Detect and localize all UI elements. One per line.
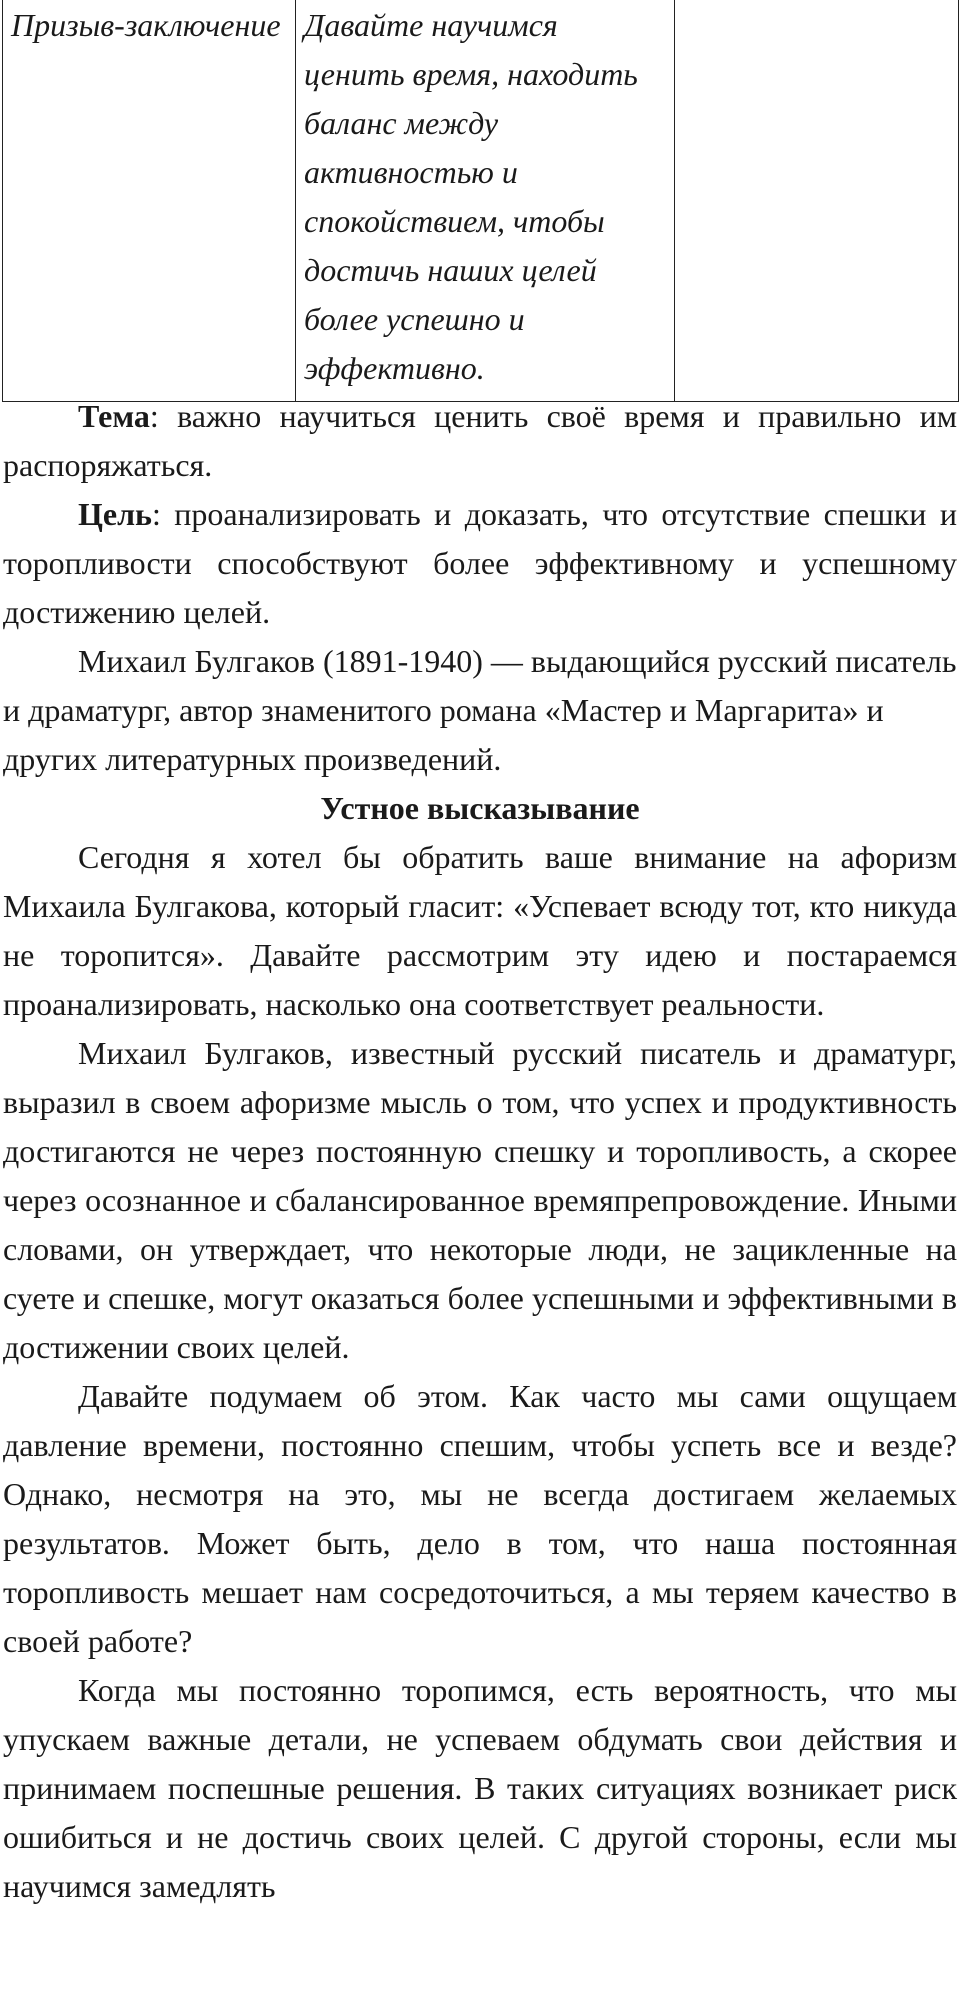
- theme-text: : важно научиться ценить своё время и правильно им распоряжаться.: [3, 398, 957, 483]
- bio-paragraph: Михаил Булгаков (1891-1940) — выдающийся русский писатель и драматург, автор знаменитого романа «Мастер и Маргарита» и других литературных произведений.: [3, 643, 957, 777]
- body-paragraph: Когда мы постоянно торопимся, есть вероятность, что мы упускаем важные детали, не успеваем обдумать свои действия и принимаем поспешные решения. В таких ситуациях возникает риск ошибиться и не достичь своих целей. С другой стороны, если мы научимся замедлять: [3, 1672, 957, 1904]
- document-body: [3, 392, 957, 1911]
- table-cell-label: Призыв-заключение: [3, 0, 296, 402]
- body-paragraph: Давайте подумаем об этом. Как часто мы сами ощущаем давление времени, постоянно спешим, чтобы успеть все и везде? Однако, несмотря на это, мы не всегда достигаем желаемых результатов. Может быть, дело в том, что наша постоянная торопливость мешает нам сосредоточиться, а мы теряем качество в своей работе?: [3, 1378, 957, 1659]
- table-cell-extra: [675, 0, 959, 402]
- theme-paragraph: [3, 392, 957, 490]
- body-paragraph: Сегодня я хотел бы обратить ваше внимание на афоризм Михаила Булгакова, который гласит: «Успевает всюду тот, кто никуда не торопится». Давайте рассмотрим эту идею и постараемся проанализировать, насколько она соответствует реальности.: [3, 839, 957, 1022]
- section-heading: Устное высказывание: [320, 790, 640, 826]
- goal-label: Цель: [78, 496, 152, 532]
- table-row: [3, 0, 959, 402]
- theme-label: Тема: [78, 398, 150, 434]
- plan-table: [2, 0, 959, 402]
- body-paragraph: Михаил Булгаков, известный русский писатель и драматург, выразил в своем афоризме мысль о том, что успех и продуктивность достигаются не через постоянную спешку и торопливость, а скорее через осознанное и сбалансированное времяпрепровождение. Иными словами, он утверждает, что некоторые люди, не зацикленные на суете и спешке, могут оказаться более успешными и эффективными в достижении своих целей.: [3, 1035, 957, 1365]
- goal-paragraph: [3, 490, 957, 637]
- goal-text: : проанализировать и доказать, что отсутствие спешки и торопливости способствуют более эффективному и успешному достижению целей.: [3, 496, 957, 630]
- table-cell-content: Давайте научимся ценить время, находить баланс между активностью и спокойствием, чтобы достичь наших целей более успешно и эффективно.: [296, 0, 675, 402]
